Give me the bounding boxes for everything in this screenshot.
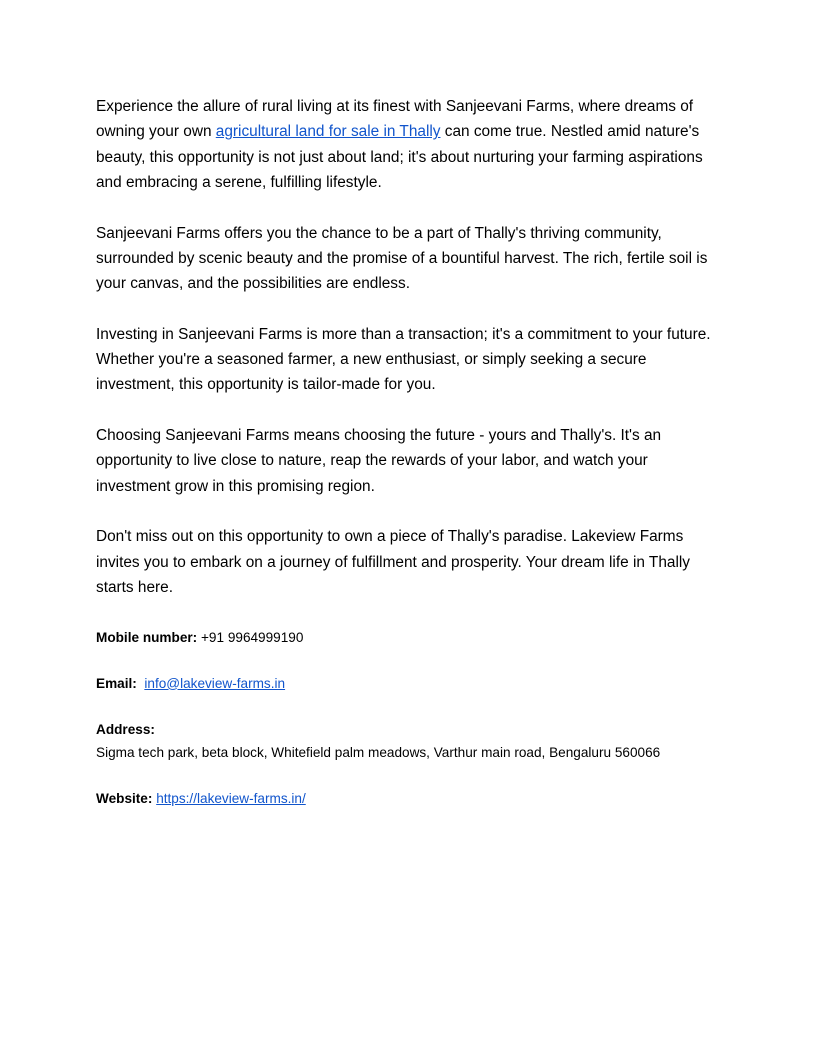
document-page bbox=[96, 94, 724, 810]
contact-address bbox=[96, 718, 724, 764]
contact-website bbox=[96, 787, 724, 810]
website-label: Website: bbox=[96, 790, 153, 806]
paragraph-choosing: Choosing Sanjeevani Farms means choosing the future - yours and Thally's. It's an opportunity to live close to nature, reap the rewards of your labor, and watch your investment grow in this promising region. bbox=[96, 427, 662, 495]
website-link[interactable]: https://lakeview-farms.in/ bbox=[156, 790, 306, 806]
paragraph-closing: Don't miss out on this opportunity to own a piece of Thally's paradise. Lakeview Farms invites you to embark on a journey of fulfillment and prosperity. Your dream life in Thally starts here. bbox=[96, 528, 690, 597]
paragraph-intro bbox=[96, 94, 724, 195]
address-value: Sigma tech park, beta block, Whitefield palm meadows, Varthur main road, Bengaluru 560066 bbox=[96, 744, 661, 760]
paragraph-investing: Investing in Sanjeevani Farms is more than a transaction; it's a commitment to your future. Whether you're a seasoned farmer, a new enthusiast, or simply seeking a secure investment, this opportunity is tailor-made for you. bbox=[96, 325, 711, 394]
agricultural-land-link[interactable]: agricultural land for sale in Thally bbox=[215, 123, 441, 141]
intro-text-before: Experience the allure of rural living at its finest with Sanjeevani Farms, where dreams of owning your own bbox=[96, 98, 694, 141]
email-label: Email: bbox=[96, 675, 137, 691]
intro-text-after: can come true. Nestled amid nature's beauty, this opportunity is not just about land; it's about nurturing your farming aspirations and embracing a serene, fulfilling lifestyle. bbox=[96, 123, 703, 191]
paragraph-community: Sanjeevani Farms offers you the chance to be a part of Thally's thriving community, surrounded by scenic beauty and the promise of a bountiful harvest. The rich, fertile soil is your canvas, and the possibilities are endless. bbox=[96, 224, 708, 293]
contact-mobile bbox=[96, 626, 724, 649]
address-label: Address: bbox=[96, 721, 155, 737]
mobile-label: Mobile number: bbox=[96, 629, 198, 645]
contact-email bbox=[96, 672, 724, 695]
mobile-value: +91 9964999190 bbox=[200, 629, 304, 645]
email-link[interactable]: info@lakeview-farms.in bbox=[144, 675, 286, 691]
